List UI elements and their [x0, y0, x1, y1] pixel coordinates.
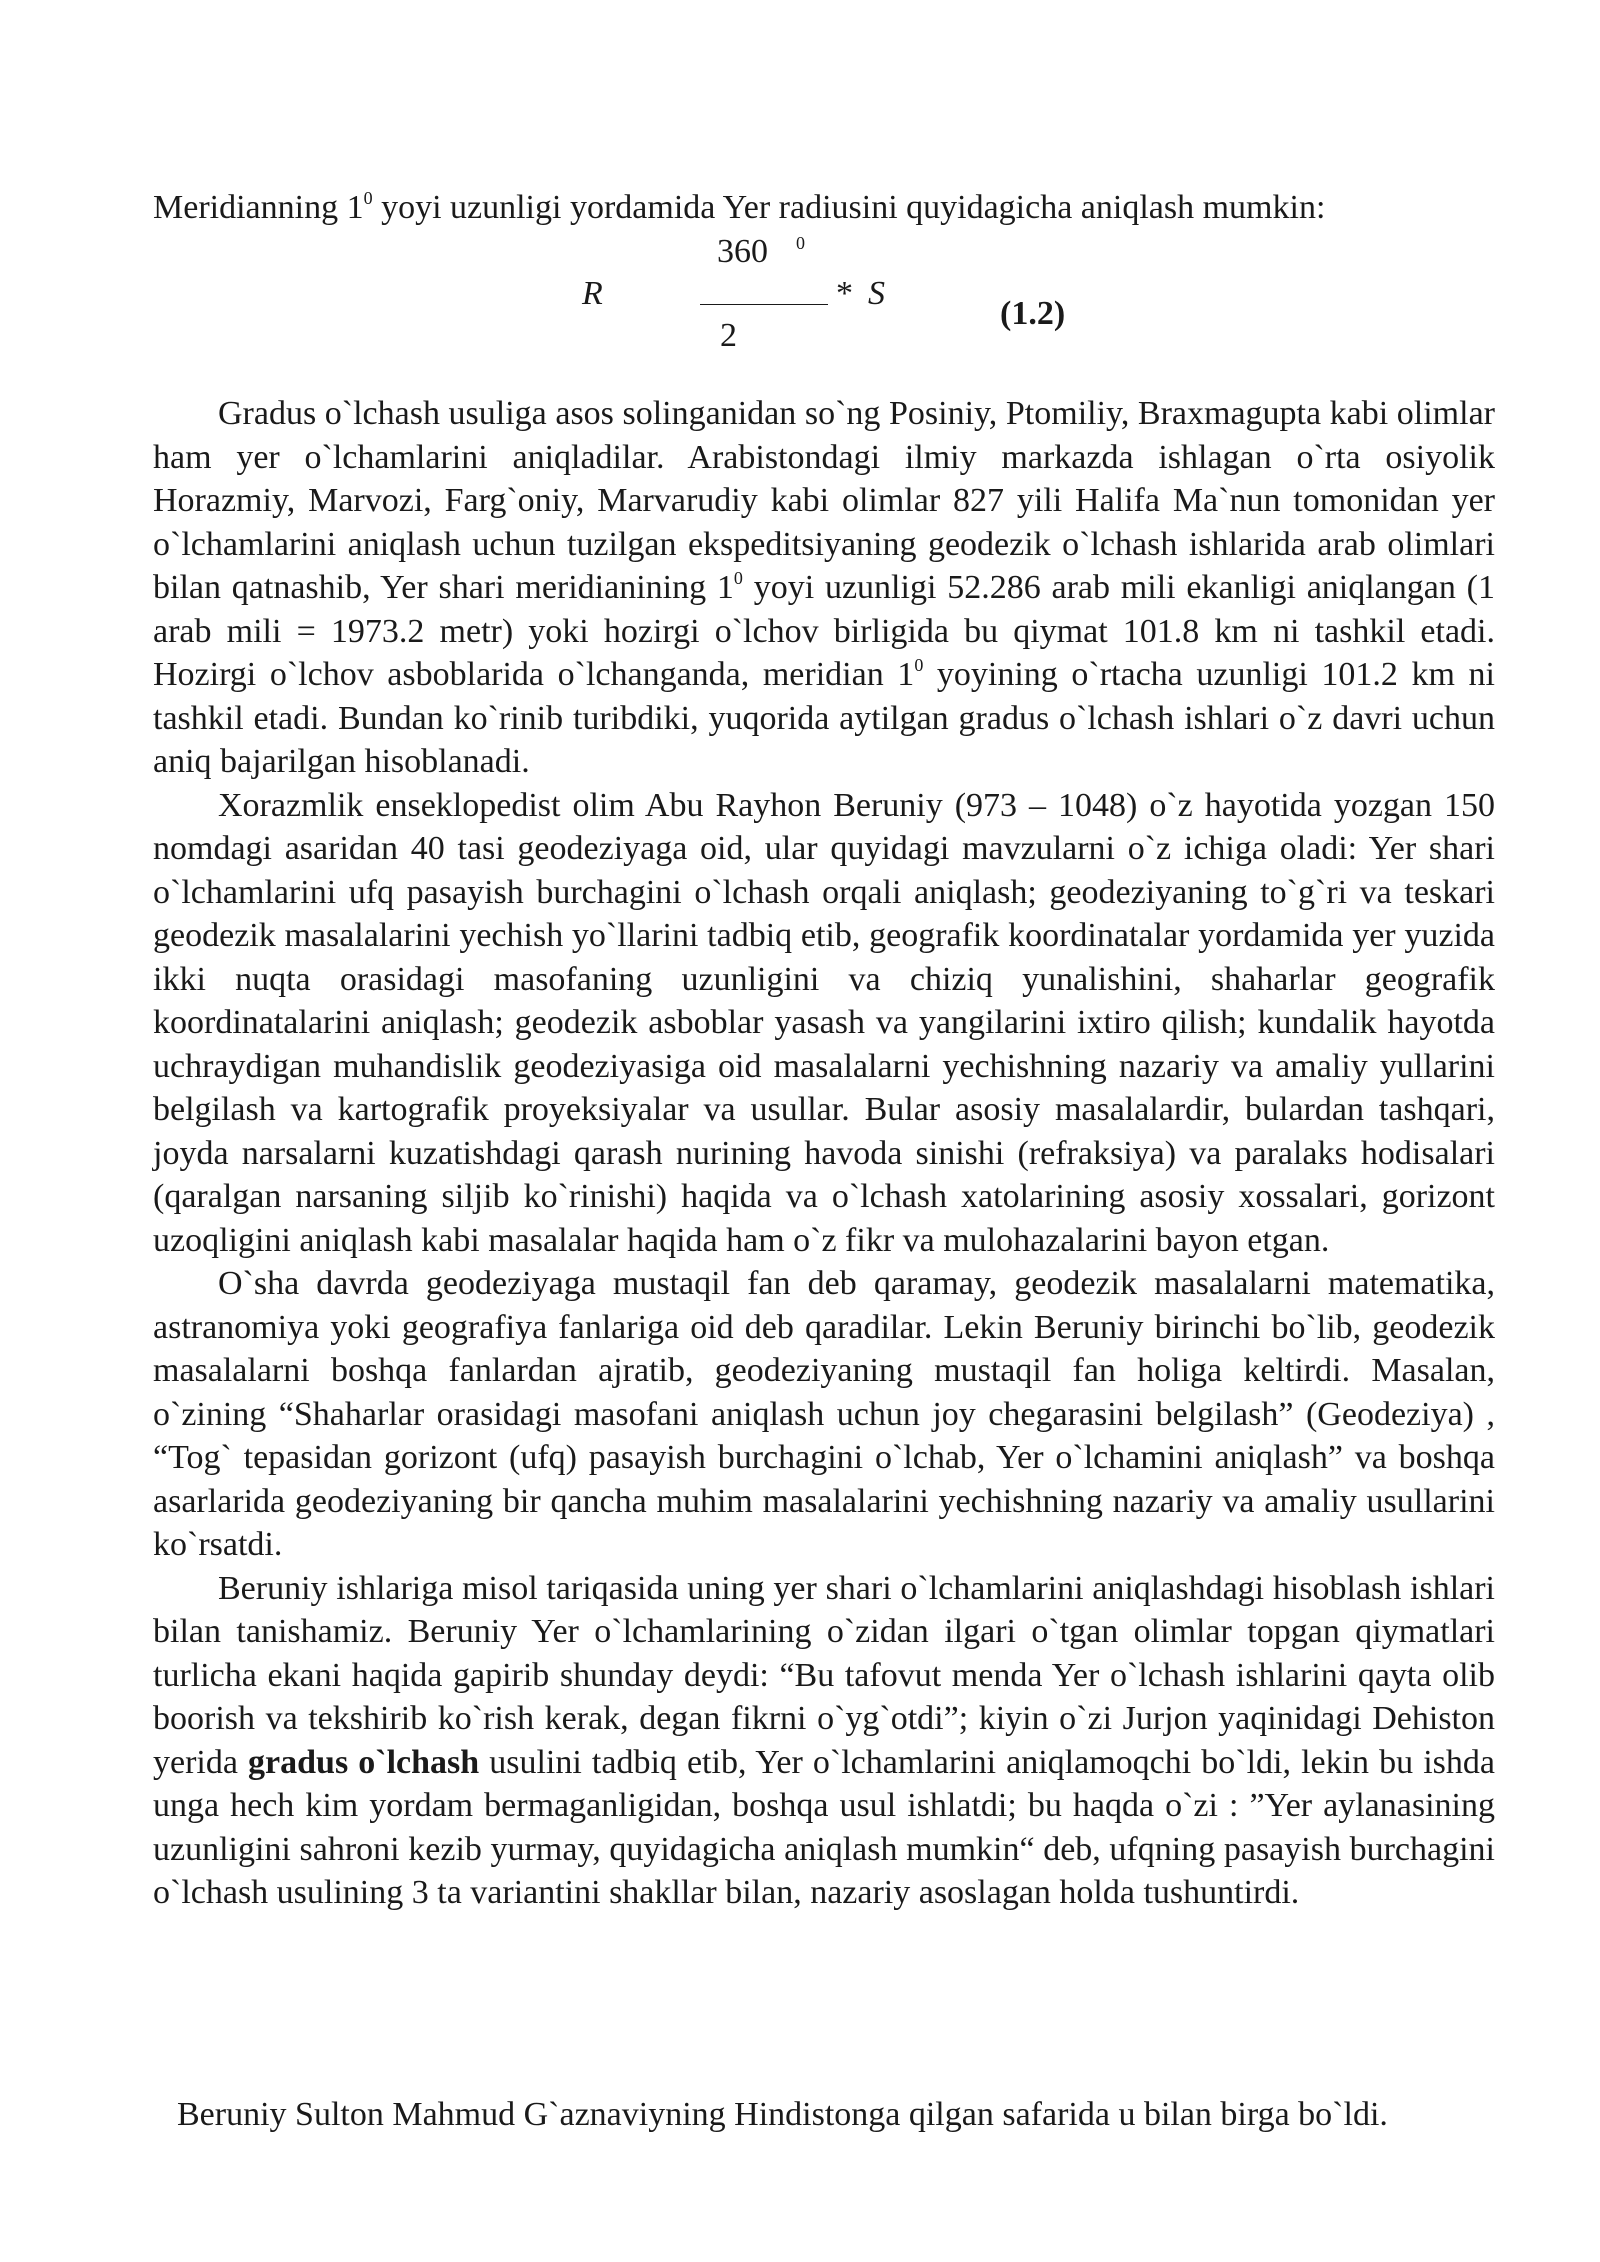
intro-text-after: yoyi uzunligi yordamida Yer radiusini quyidagicha aniqlash mumkin: [372, 189, 1326, 226]
paragraph-3: O`sha davrda geodeziyaga mustaqil fan deb qaramay, geodezik masalalarni matematika, astranomiya yoki geografiya fanlariga oid deb qaradilar. Lekin Beruniy birinchi bo`lib, geodezik masalalarni boshqa fanlardan ajratib, geodeziyaning mustaqil fan holiga keltirdi. Masalan, o`zining “Shaharlar orasidagi masofani aniqlash uchun joy chegarasini belgilash” (Geodeziya) , “Tog` tepasidan gorizont (ufq) pasayish burchagini o`lchab, Yer o`lchamini aniqlash” va boshqa asarlarida geodeziyaning bir qancha muhim masalalarini yechishning nazariy va amaliy usullarini ko`rsatdi. [153, 1265, 1495, 1563]
paragraph-4-bold-term: gradus o`lchash [248, 1743, 480, 1781]
paragraph-2: Xorazmlik enseklopedist olim Abu Rayhon Beruniy (973 – 1048) o`z hayotida yozgan 150 nomdagi asaridan 40 tasi geodeziyaga oid, ular quyidagi mavzularni o`z ichiga oladi: Yer shari o`lchamlarini ufq pasayish burchagini o`lchash orqali aniqlash; geodeziyaning to`g`ri va teskari geodezik masalalarini yechish yo`llarini tadbiq etib, geografik koordinatalar yordamida yer yuzida ikki nuqta orasidagi masofaning uzunligini va chiziq yunalishini, shaharlar geografik koordinatalarini aniqlash; geodezik asboblar yasash va yangilarini ixtiro qilish; kundalik hayotda uchraydigan muhandislik geodeziyasiga oid masalalarni yechishning nazariy va amaliy yullarini belgilash va kartografik proyeksiyalar va usullar. Bular asosiy masalalardir, bulardan tashqari, joyda narsalarni kuzatishdagi qarash nurining havoda sinishi (refraksiya) va paralaks hodisalari (qaralgan narsaning siljib ko`rinishi) haqida va o`lchash xatolarining asosiy xossalari, gorizont uzoqligini aniqlash kabi masalalar haqida ham o`z fikr va mulohazalarini bayon etgan. [153, 786, 1495, 1259]
formula-variable: S [868, 275, 885, 312]
paragraph-1-part-c: yoyining o`rtacha uzunligi 101.2 km ni tashkil etadi. Bundan ko`rinib turibdiki, yuqorida aytilgan gradus o`lchash ishlari o`z davri uchun aniq bajarilgan hisoblanadi. [153, 656, 1495, 780]
paragraph-1 [153, 392, 1495, 784]
formula-numerator-superscript: 0 [796, 233, 805, 253]
paragraph-1-part-b: yoyi uzunligi 52.286 arab mili ekanligi aniqlangan (1 arab mili = 1973.2 metr) yoki hozirgi o`lchov birligida bu qiymat 101.8 km ni tashkil etadi. Hozirgi o`lchov asboblarida o`lchanganda, meridian 1 [153, 569, 1495, 693]
formula-fraction-bar [700, 304, 828, 305]
body-text [153, 392, 1495, 1915]
paragraph-1-part-a: Gradus o`lchash usuliga asos solinganidan so`ng Posiniy, Ptomiliy, Braxmagupta kabi olimlar ham yer o`lchamlarini aniqladilar. Arabistondagi ilmiy markazda ishlagan o`rta osiyolik Horazmiy, Marvozi, Farg`oniy, Marvarudiy kabi olimlar 827 yili Halifa Ma`nun tomonidan yer o`lchamlarini aniqlash uchun tuzilgan ekspeditsiyaning geodezik o`lchash ishlarida arab olimlari bilan qatnashib, Yer shari meridianining 1 [153, 395, 1495, 606]
formula-denominator: 2 [720, 317, 737, 354]
formula-numerator: 360 [717, 233, 768, 270]
equation-number: (1.2) [1000, 295, 1066, 332]
formula-lhs: R [582, 275, 603, 312]
intro-line [153, 186, 1325, 230]
paragraph-4-part-b: usulini tadbiq etib, Yer o`lchamlarini aniqlamoqchi bo`ldi, lekin bu ishda unga hech kim yordam bermaganligidan, boshqa usul ishlatdi; bu haqda o`zi : ”Yer aylanasining uzunligini sahroni kezib yurmay, quyidagicha aniqlash mumkin“ deb, ufqning pasayish burchagini o`lchash usulining 3 ta variantini shakllar bilan, nazariy asoslagan holda tushuntirdi. [153, 1743, 1495, 1911]
last-line: Beruniy Sulton Mahmud G`aznaviyning Hindistonga qilgan safarida u bilan birga bo`ldi. [177, 2096, 1388, 2133]
intro-text-before: Meridianning 1 [153, 189, 364, 226]
intro-degree-superscript: 0 [363, 188, 373, 208]
paragraph-4 [153, 1567, 1495, 1915]
paragraph-4-part-a: Beruniy ishlariga misol tariqasida uning yer shari o`lchamlarini aniqlashdagi hisoblash ishlari bilan tanishamiz. Beruniy Yer o`lchamlarining o`zidan ilgari o`tgan olimlar topgan qiymatlari turlicha ekani haqida gapirib shunday deydi: “Bu tafovut menda Yer o`lchash ishlarini qayta olib boorish va tekshirib ko`rish kerak, degan fikrni o`yg`otdi”; kiyin o`zi Jurjon yaqinidagi Dehiston yerida [153, 1569, 1495, 1781]
formula-times: * [836, 275, 853, 312]
paragraph-1-superscript-2: 0 [914, 655, 924, 675]
paragraph-1-superscript-1: 0 [733, 568, 743, 588]
